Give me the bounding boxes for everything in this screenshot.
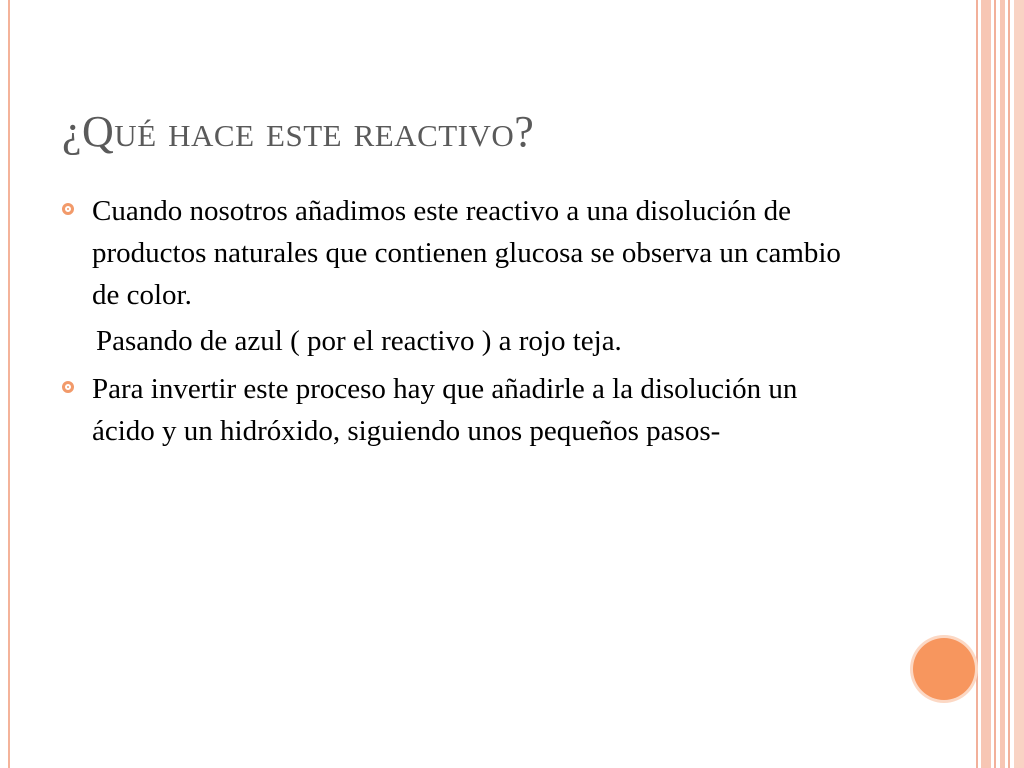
bullet-list xyxy=(62,190,862,452)
left-border-line xyxy=(8,0,10,768)
stripe xyxy=(1008,0,1010,768)
stripe xyxy=(976,0,978,768)
decorative-orange-circle xyxy=(913,638,975,700)
bullet-circle-icon xyxy=(62,203,74,215)
right-border-stripes xyxy=(976,0,1024,768)
stripe xyxy=(981,0,991,768)
slide-title: ¿Qué hace este reactivo? xyxy=(62,107,535,156)
stripe xyxy=(1000,0,1005,768)
bullet-item xyxy=(62,190,862,316)
stripe xyxy=(994,0,996,768)
stripe xyxy=(1014,0,1024,768)
bullet-continuation-text: Pasando de azul ( por el reactivo ) a rojo teja. xyxy=(96,325,622,357)
bullet-item xyxy=(62,368,862,452)
bullet-circle-icon xyxy=(62,381,74,393)
bullet-text: Cuando nosotros añadimos este reactivo a una disolución de productos naturales que contienen glucosa se observa un cambio de color. xyxy=(92,195,841,311)
bullet-text: Para invertir este proceso hay que añadirle a la disolución un ácido y un hidróxido, siguiendo unos pequeños pasos- xyxy=(92,373,798,447)
